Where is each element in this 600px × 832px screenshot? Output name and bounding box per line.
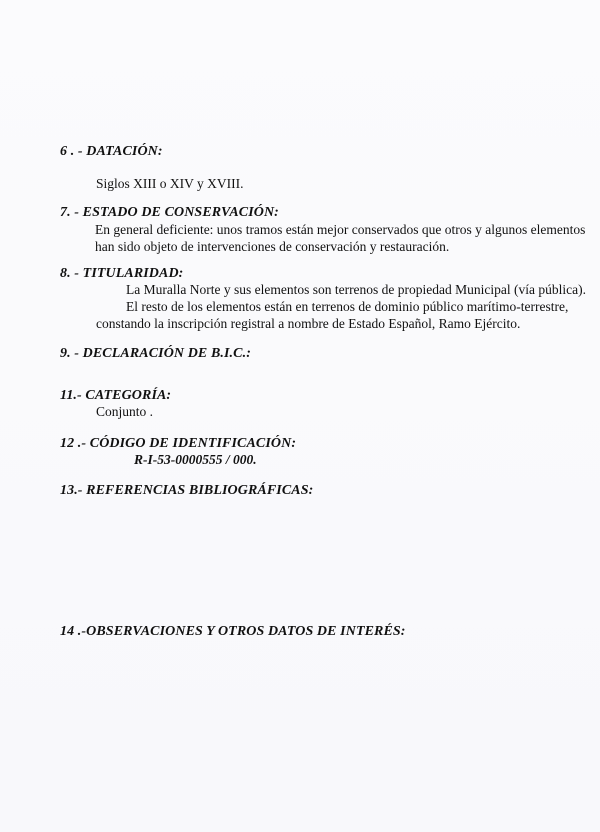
section-8-text-line-3: constando la inscripción registral a nombre de Estado Español, Ramo Ejército. [96,316,521,331]
section-11-heading: 11.- CATEGORÍA: [60,388,172,403]
section-7-text-line-1: En general deficiente: unos tramos están mejor conservados que otros y algunos elementos [95,222,586,237]
section-8-text-line-2: El resto de los elementos están en terrenos de dominio público marítimo-terrestre, [126,299,569,314]
section-7-text-line-2: han sido objeto de intervenciones de conservación y restauración. [95,239,450,254]
section-11-text: Conjunto . [96,404,154,419]
section-9-heading: 9. - DECLARACIÓN DE B.I.C.: [60,346,251,361]
section-7-heading: 7. - ESTADO DE CONSERVACIÓN: [60,205,279,220]
section-13-heading: 13.- REFERENCIAS BIBLIOGRÁFICAS: [60,483,314,498]
section-14-heading: 14 .-OBSERVACIONES Y OTROS DATOS DE INTERÉS: [60,624,406,639]
section-8-text-line-1: La Muralla Norte y sus elementos son terrenos de propiedad Municipal (vía pública). [126,282,586,297]
section-6-text: Siglos XIII o XIV y XVIII. [96,176,244,191]
section-6-heading: 6 . - DATACIÓN: [60,144,163,159]
section-8-heading: 8. - TITULARIDAD: [60,266,184,281]
section-12-heading: 12 .- CÓDIGO DE IDENTIFICACIÓN: [60,436,297,451]
section-12-code: R-I-53-0000555 / 000. [134,452,257,467]
